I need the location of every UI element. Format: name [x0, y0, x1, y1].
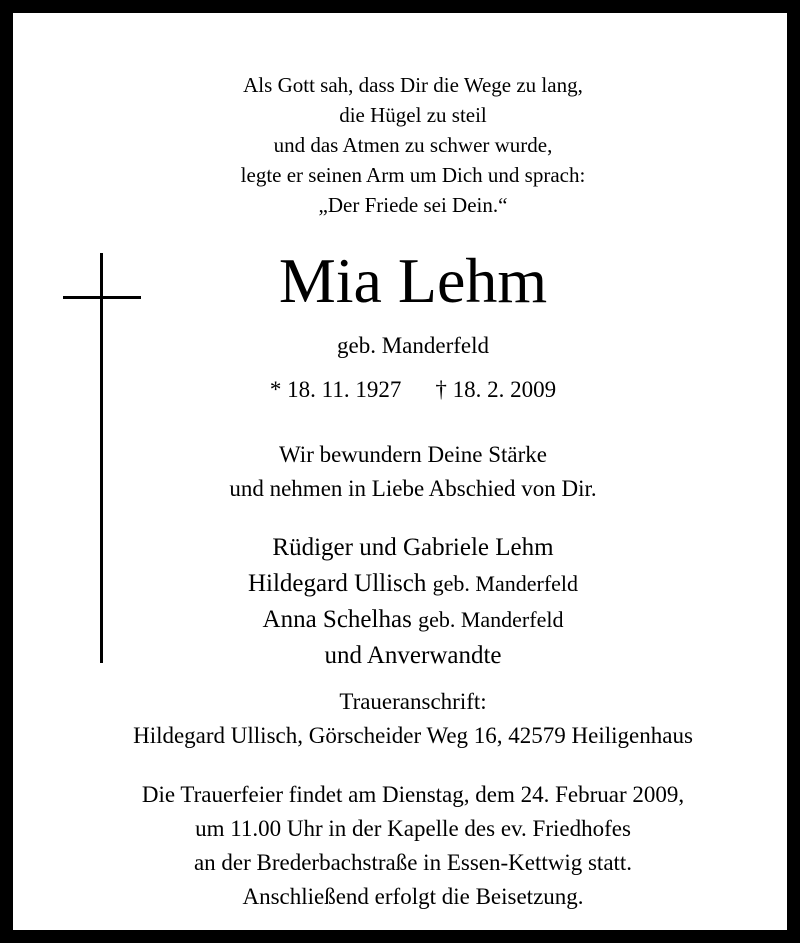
verse-line: legte er seinen Arm um Dich und sprach: [240, 163, 586, 187]
service-line: Die Trauerfeier findet am Dienstag, dem 24. Februar 2009, [141, 782, 685, 807]
funeral-service-info [26, 778, 800, 914]
mourner-name: Anna Schelhas [262, 606, 412, 633]
service-line: Anschließend erfolgt die Beisetzung. [242, 884, 584, 909]
mourners-list [26, 530, 800, 674]
mourner-entry [26, 566, 800, 602]
mourner-entry [26, 602, 800, 638]
service-line: um 11.00 Uhr in der Kapelle des ev. Friedhofes [195, 816, 631, 841]
mourner-name: und Anverwandte [324, 642, 502, 669]
address-text: Hildegard Ullisch, Görscheider Weg 16, 42579 Heiligenhaus [133, 723, 693, 748]
memorial-verse [26, 70, 800, 220]
mourner-maiden-name: geb. Manderfeld [418, 607, 564, 632]
mourner-entry [26, 638, 800, 674]
address-label: Traueranschrift: [339, 689, 487, 714]
mourner-name: Hildegard Ullisch [247, 570, 427, 597]
verse-line: die Hügel zu steil [339, 103, 487, 127]
death-date: † 18. 2. 2009 [435, 377, 557, 402]
verse-line: „Der Friede sei Dein.“ [318, 193, 508, 217]
mourner-name: Rüdiger und Gabriele Lehm [272, 534, 554, 561]
mourning-address [26, 685, 800, 753]
verse-line: Als Gott sah, dass Dir die Wege zu lang, [243, 73, 583, 97]
mourner-maiden-name: geb. Manderfeld [432, 571, 579, 596]
mourner-entry [26, 530, 800, 566]
deceased-name: Mia Lehm [278, 245, 548, 316]
service-line: an der Brederbachstraße in Essen-Kettwig statt. [193, 850, 633, 875]
farewell-line: und nehmen in Liebe Abschied von Dir. [229, 476, 597, 501]
life-dates [26, 375, 800, 405]
verse-line: und das Atmen zu schwer wurde, [273, 133, 553, 157]
farewell-line: Wir bewundern Deine Stärke [279, 442, 547, 467]
maiden-name: geb. Manderfeld [337, 333, 489, 358]
birth-date: * 18. 11. 1927 [269, 377, 402, 402]
farewell-text [26, 438, 800, 506]
